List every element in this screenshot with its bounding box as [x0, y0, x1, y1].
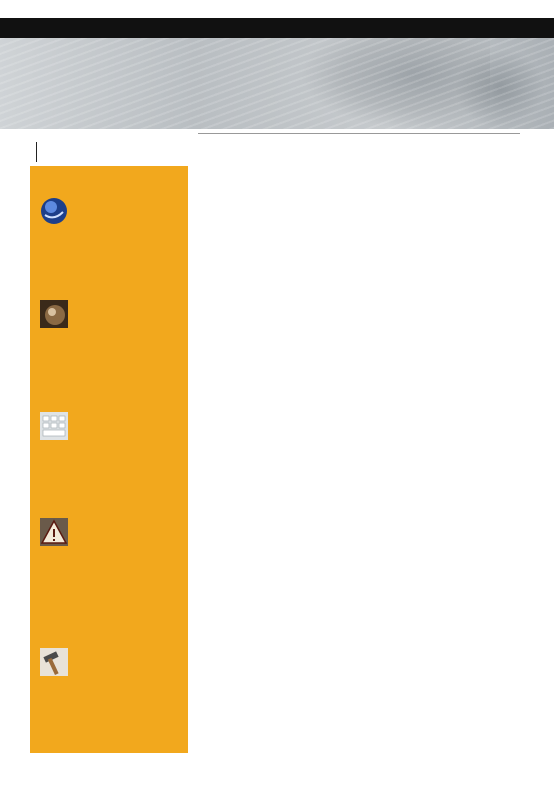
- owasp-globe-icon: [40, 197, 68, 225]
- logo-divider: [36, 142, 37, 162]
- trends-sphere-icon: [40, 300, 68, 328]
- warning-triangle-icon: [40, 518, 68, 546]
- keyboard-icon: [40, 412, 68, 440]
- hammer-icon: [40, 648, 68, 676]
- banner-lines: [0, 38, 554, 129]
- book-stack-image: [293, 296, 443, 436]
- xmco-logo: [30, 141, 43, 165]
- issue-bar: [0, 18, 554, 38]
- masthead-banner: [0, 38, 554, 129]
- plan-sidebar: [30, 166, 188, 753]
- headline-rule: [198, 133, 520, 134]
